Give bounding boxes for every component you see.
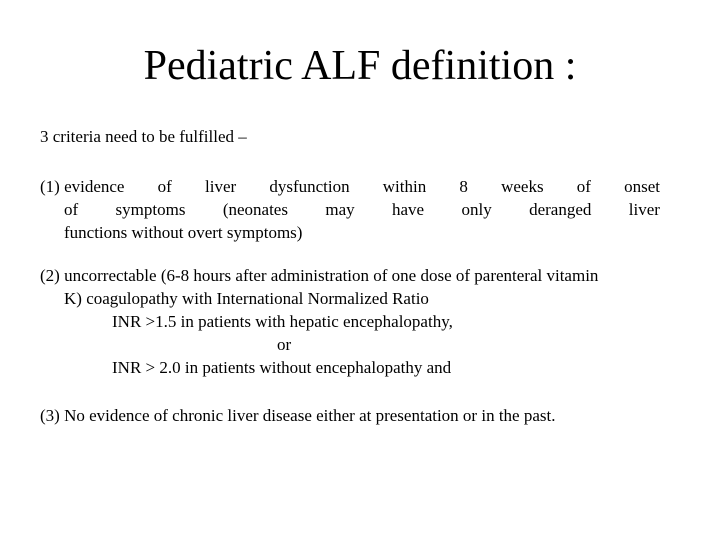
word: 8 [459, 177, 468, 196]
word: dysfunction [269, 177, 350, 196]
word: may [325, 200, 355, 219]
criterion-2-line-2: K) coagulopathy with International Normalized Ratio [64, 289, 429, 308]
word: weeks [501, 177, 544, 196]
word: onset [624, 177, 660, 196]
intro-text: 3 criteria need to be fulfilled – [40, 127, 247, 146]
criterion-1-line-1 [40, 175, 660, 198]
word: have [392, 200, 425, 219]
criterion-2 [40, 264, 680, 379]
criterion-1-line-3: functions without overt symptoms) [64, 223, 303, 242]
criterion-1-line-2 [40, 198, 660, 221]
word: of [157, 177, 172, 196]
or-text: or [277, 335, 292, 354]
word: symptoms [115, 200, 186, 219]
word: of [64, 200, 79, 219]
word: liver [205, 177, 237, 196]
word: (neonates [222, 200, 288, 219]
word: deranged [529, 200, 592, 219]
inr-threshold-no-encephalopathy: INR > 2.0 in patients without encephalopathy and [112, 358, 452, 377]
word: of [576, 177, 591, 196]
criterion-3: (3) No evidence of chronic liver disease either at presentation or in the past. [40, 406, 556, 425]
criterion-2-line-1: (2) uncorrectable (6-8 hours after administration of one dose of parenteral vitamin [40, 266, 599, 285]
inr-threshold-encephalopathy: INR >1.5 in patients with hepatic encephalopathy, [112, 312, 453, 331]
criterion-1 [40, 175, 660, 244]
word: within [382, 177, 427, 196]
word: (1) evidence [40, 177, 125, 196]
slide-title: Pediatric ALF definition : [143, 43, 577, 89]
word: liver [628, 200, 660, 219]
word: only [461, 200, 492, 219]
